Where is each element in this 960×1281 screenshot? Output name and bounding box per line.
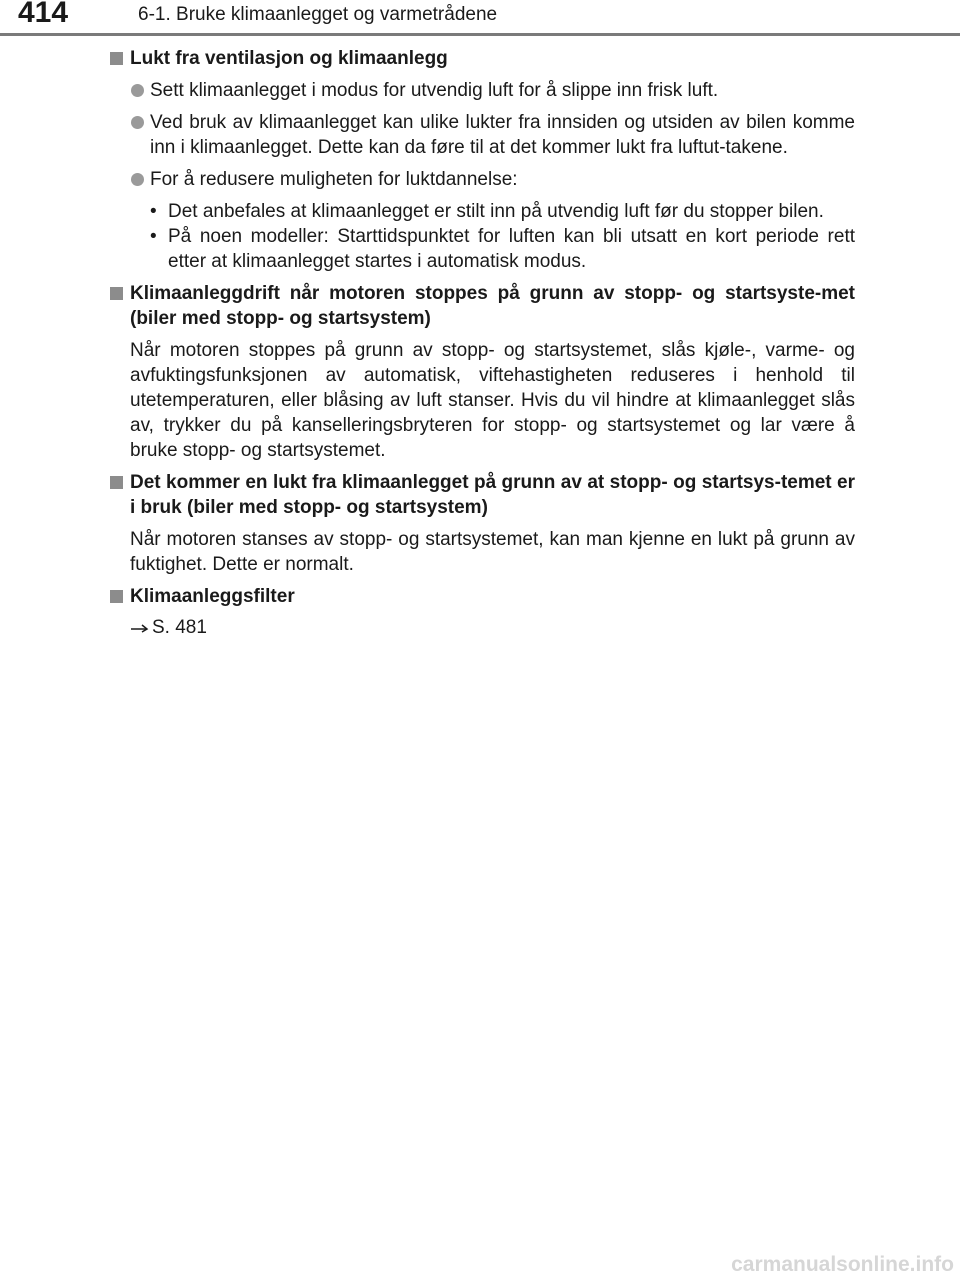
square-bullet-icon — [110, 287, 123, 300]
section-heading — [110, 281, 855, 331]
round-bullet-icon — [131, 116, 144, 129]
watermark: carmanualsonline.info — [731, 1253, 954, 1276]
heading-text: Klimaanleggsfilter — [130, 586, 295, 607]
heading-text: Det kommer en lukt fra klimaanlegget på grunn av at stopp- og startsys-temet er i bruk (biler med stopp- og startsystem) — [130, 472, 855, 518]
sub-item-text: Det anbefales at klimaanlegget er stilt inn på utvendig luft før du stopper bilen. — [168, 201, 824, 222]
square-bullet-icon — [110, 52, 123, 65]
bullet-text: Sett klimaanlegget i modus for utvendig luft for å slippe inn frisk luft. — [150, 80, 719, 101]
section-odor — [110, 46, 855, 274]
bullet-text: Ved bruk av klimaanlegget kan ulike lukter fra innsiden og utsiden av bilen komme inn i klimaanlegget. Dette kan da føre til at det kommer lukt fra luftut-takene. — [150, 112, 855, 158]
section-stop-start-operation — [110, 281, 855, 463]
page-number: 414 — [18, 0, 69, 29]
section-filter — [110, 584, 855, 640]
page-reference-link[interactable] — [110, 615, 855, 640]
section-paragraph: Når motoren stoppes på grunn av stopp- og startsystemet, slås kjøle-, varme- og avfuktingsfunksjonen av automatisk, viftehastigheten reduseres i henhold til utetemperaturen, eller blåsing av luft stanser. Hvis du vil hindre at klimaanlegget slås av, trykker du på kanselleringsbryteren for stopp- og startsystemet og lar være å bruke stopp- og startsystemet. — [130, 340, 855, 461]
section-heading — [110, 470, 855, 520]
small-bullet-icon: • — [150, 201, 157, 222]
heading-text: Klimaanleggdrift når motoren stoppes på grunn av stopp- og startsyste-met (biler med stopp- og startsystem) — [130, 283, 855, 329]
sub-list-item — [110, 199, 855, 224]
bullet-item — [110, 167, 855, 192]
page-content — [110, 46, 855, 647]
section-heading — [110, 584, 855, 609]
reference-text: S. 481 — [152, 617, 207, 638]
arrow-right-icon — [130, 622, 150, 634]
page-header — [0, 0, 960, 40]
bullet-item — [110, 110, 855, 160]
section-stop-start-odor — [110, 470, 855, 577]
chapter-title: 6-1. Bruke klimaanlegget og varmetrådene — [138, 4, 498, 25]
sub-item-text: På noen modeller: Starttidspunktet for luften kan bli utsatt en kort periode rett etter at klimaanlegget startes i automatisk modus. — [168, 226, 855, 272]
sub-list-item — [110, 224, 855, 274]
section-heading — [110, 46, 855, 71]
square-bullet-icon — [110, 590, 123, 603]
bullet-text: For å redusere muligheten for luktdannelse: — [150, 169, 518, 190]
bullet-item — [110, 78, 855, 103]
section-paragraph: Når motoren stanses av stopp- og startsystemet, kan man kjenne en lukt på grunn av fuktighet. Dette er normalt. — [130, 529, 855, 575]
small-bullet-icon: • — [150, 226, 157, 247]
round-bullet-icon — [131, 84, 144, 97]
heading-text: Lukt fra ventilasjon og klimaanlegg — [130, 48, 448, 69]
square-bullet-icon — [110, 476, 123, 489]
header-rule — [0, 33, 960, 36]
round-bullet-icon — [131, 173, 144, 186]
